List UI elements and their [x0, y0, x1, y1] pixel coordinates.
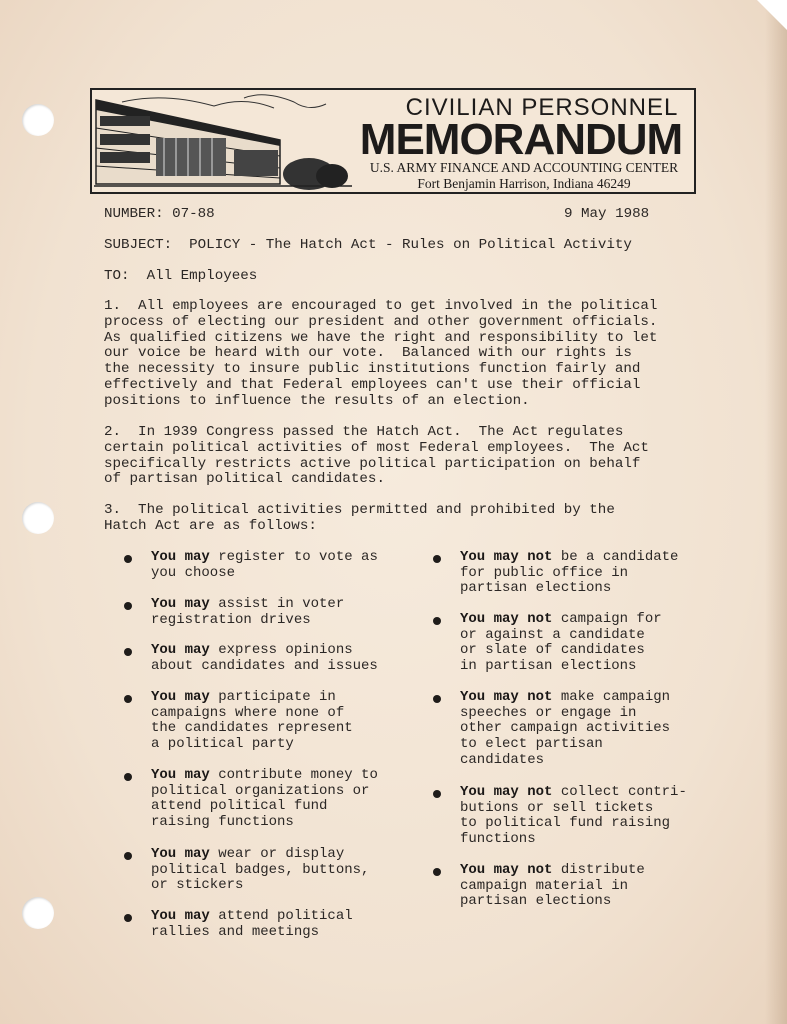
prohibited-item: You may not collect contri- butions or sell tickets to political fund raising functions	[460, 784, 687, 848]
letterhead	[90, 88, 696, 194]
header-title-line1: CIVILIAN PERSONNEL	[405, 94, 679, 121]
permitted-item: You may participate in campaigns where none of the candidates represent a political party	[151, 689, 353, 753]
permitted-item: You may express opinions about candidates and issues	[151, 642, 378, 674]
header-title-memorandum: MEMORANDUM	[359, 115, 683, 164]
building-illustration	[94, 92, 352, 192]
paragraph-2: 2. In 1939 Congress passed the Hatch Act. The Act regulates certain political activities of most Federal employees. The Act specifically restricts active political participation on behalf of partisan political candidates.	[104, 424, 649, 488]
bullet-icon	[124, 852, 132, 860]
bullet-icon	[124, 602, 132, 610]
bullet-icon	[124, 695, 132, 703]
permitted-item: You may assist in voter registration drives	[151, 596, 345, 628]
prohibited-item: You may not campaign for or against a candidate or slate of candidates in partisan elections	[460, 611, 662, 675]
header-address: Fort Benjamin Harrison, Indiana 46249	[417, 176, 631, 191]
page-edge-shadow	[765, 0, 787, 1024]
memo-subject: SUBJECT: POLICY - The Hatch Act - Rules on Political Activity	[104, 237, 632, 253]
bullet-icon	[124, 914, 132, 922]
bullet-icon	[433, 555, 441, 563]
punch-hole-top	[22, 104, 54, 136]
punch-hole-middle	[22, 502, 54, 534]
memo-recipient: TO: All Employees	[104, 268, 258, 284]
bullet-icon	[433, 695, 441, 703]
permitted-item: You may wear or display political badges, buttons, or stickers	[151, 846, 370, 894]
permitted-item: You may register to vote as you choose	[151, 549, 378, 581]
permitted-item: You may contribute money to political organizations or attend political fund raising functions	[151, 767, 378, 831]
bullet-icon	[124, 773, 132, 781]
memo-number: NUMBER: 07-88	[104, 206, 215, 222]
bullet-icon	[433, 617, 441, 625]
bullet-icon	[124, 648, 132, 656]
memo-date: 9 May 1988	[564, 206, 650, 222]
prohibited-item: You may not distribute campaign material in partisan elections	[460, 862, 645, 910]
permitted-item: You may attend political rallies and meetings	[151, 908, 353, 940]
bullet-icon	[124, 555, 132, 563]
bullet-icon	[433, 868, 441, 876]
paragraph-3: 3. The political activities permitted and prohibited by the Hatch Act are as follows:	[104, 502, 615, 534]
torn-corner	[757, 0, 787, 30]
punch-hole-bottom	[22, 897, 54, 929]
header-organization: U.S. ARMY FINANCE AND ACCOUNTING CENTER	[369, 160, 679, 175]
prohibited-item: You may not be a candidate for public office in partisan elections	[460, 549, 679, 597]
bullet-icon	[433, 790, 441, 798]
paragraph-1: 1. All employees are encouraged to get involved in the political process of electing our president and other government officials. As qualified citizens we have the right and responsibility to let our voice be heard with our vote. Balanced with our rights is the necessity to insure public institutions function fairly and effectively and that Federal employees can't use their official positions to influence the results of an election.	[104, 298, 658, 409]
prohibited-item: You may not make campaign speeches or engage in other campaign activities to elect partisan candidates	[460, 689, 671, 768]
